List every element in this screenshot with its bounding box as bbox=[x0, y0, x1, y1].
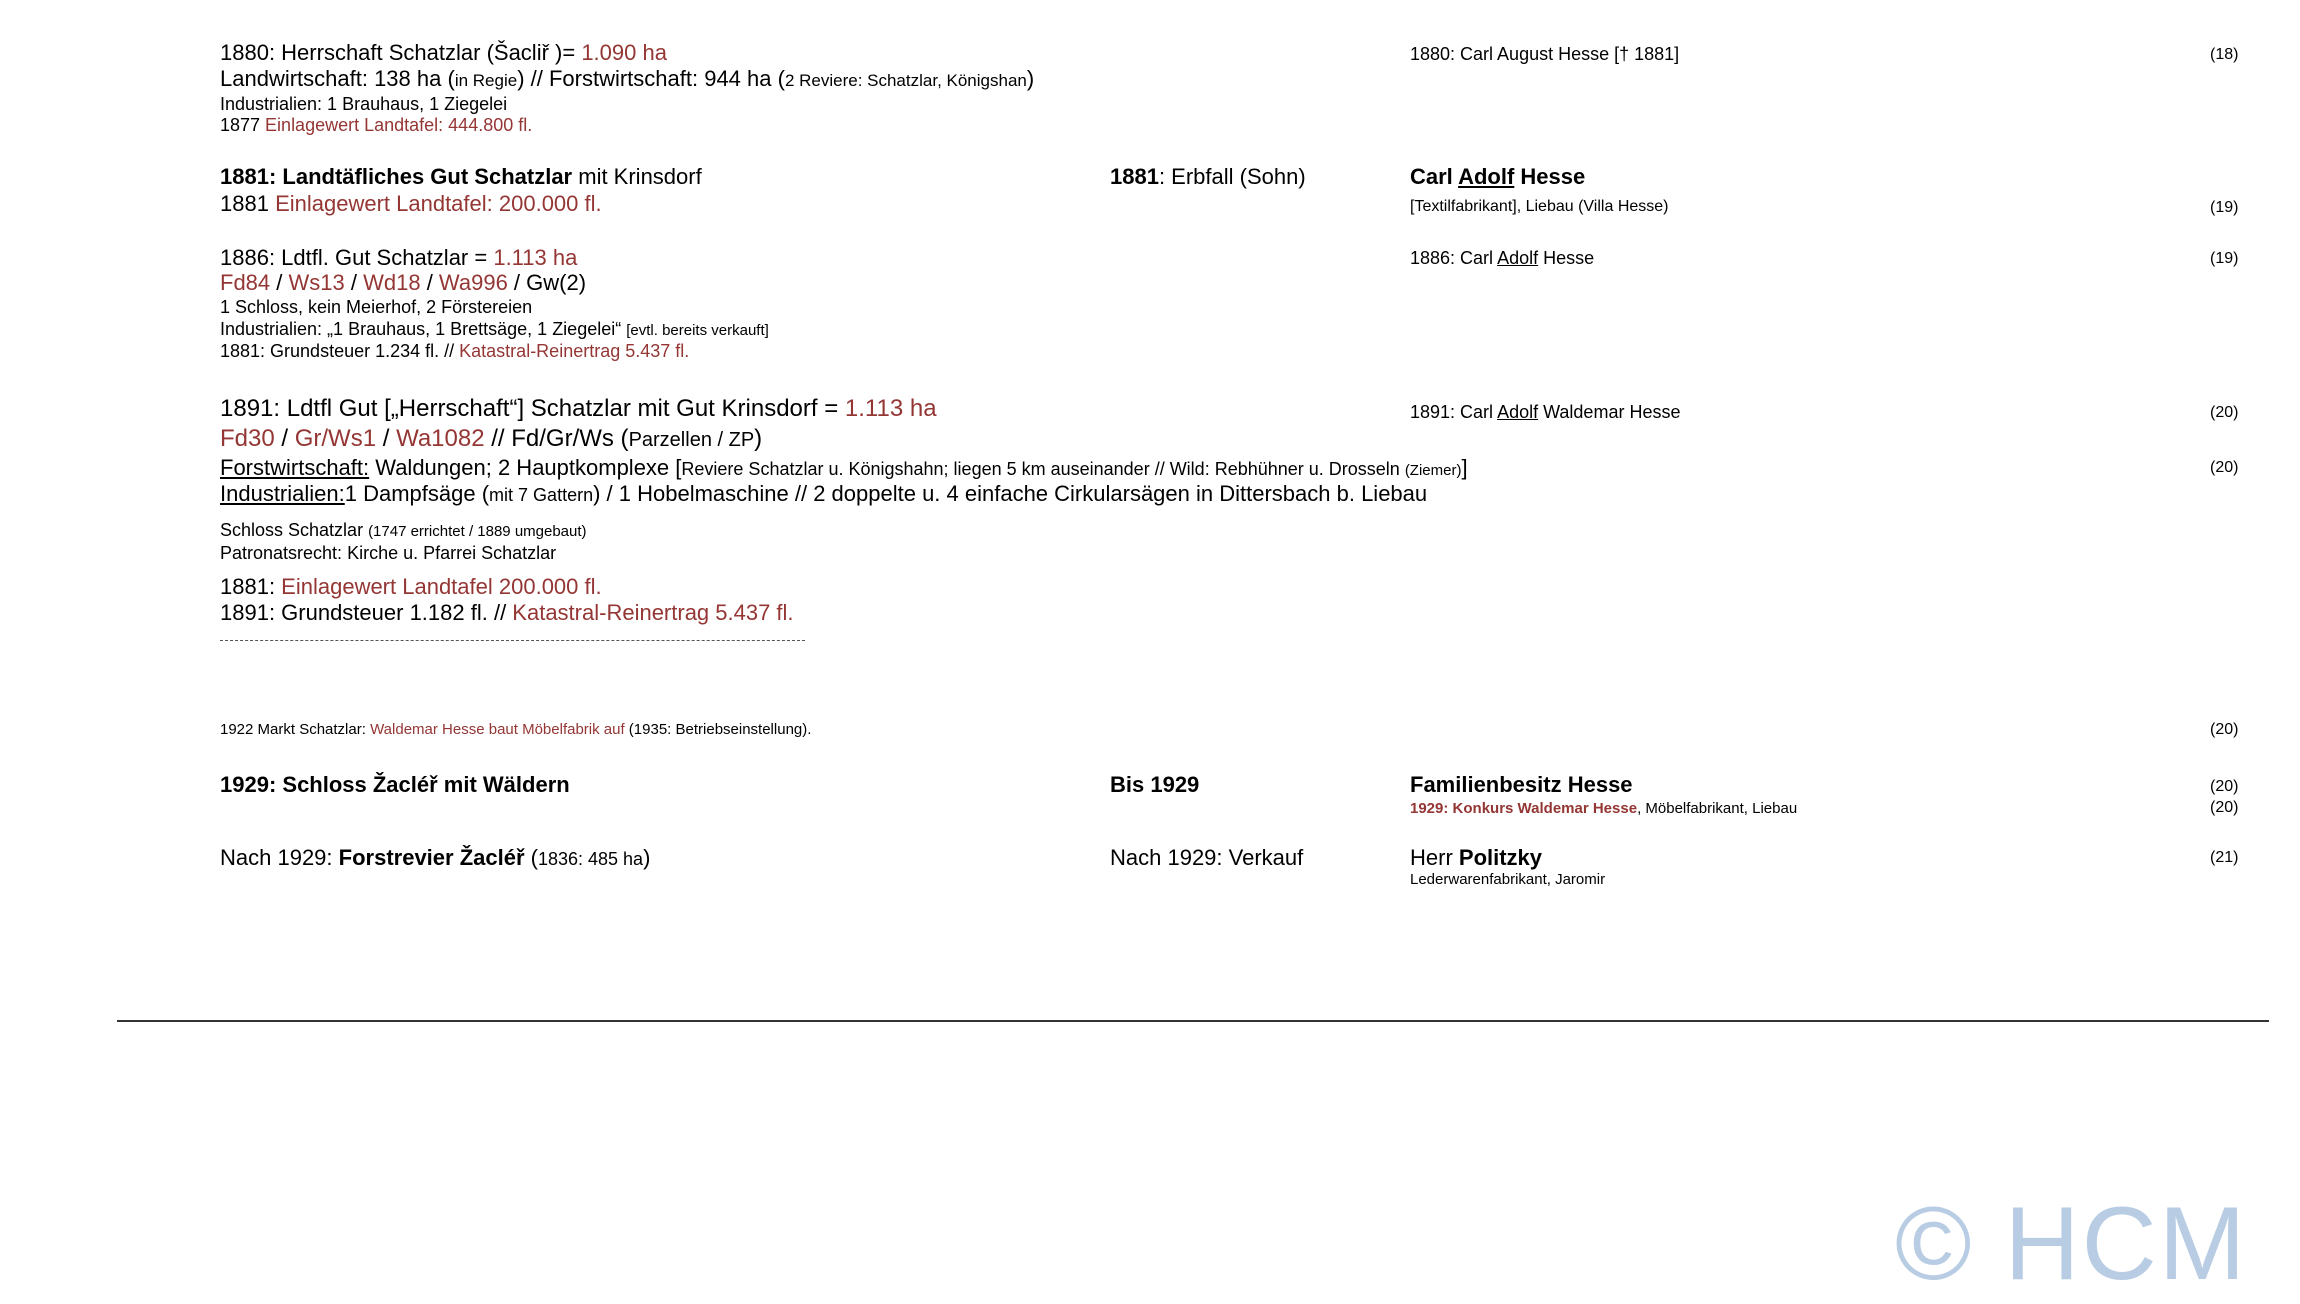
entry-1886-buildings: 1 Schloss, kein Meierhof, 2 Förstereien bbox=[220, 297, 533, 317]
event-after-1929: Nach 1929: Verkauf bbox=[1110, 845, 1304, 870]
reference-19: (19) bbox=[2210, 199, 2239, 216]
entry-1886-codes: Fd84 / Ws13 / Wd18 / Wa996 / Gw(2) bbox=[220, 270, 587, 295]
event-1929: Bis 1929 bbox=[1110, 772, 1200, 797]
entry-after-1929: Nach 1929: Forstrevier Žacléř (1836: 485 ha) bbox=[220, 845, 651, 870]
owner-1891: 1891: Carl Adolf Waldemar Hesse bbox=[1410, 402, 1681, 422]
horizontal-rule bbox=[117, 1020, 2269, 1022]
entry-1881-title: 1881: Landtäfliches Gut Schatzlar mit Krinsdorf bbox=[220, 164, 702, 189]
reference-20-a: (20) bbox=[2210, 404, 2239, 421]
copyright-watermark: © HCM bbox=[1895, 1186, 2248, 1302]
reference-21: (21) bbox=[2210, 849, 2239, 866]
entry-1891-codes: Fd30 / Gr/Ws1 / Wa1082 // Fd/Gr/Ws (Parzellen / ZP) bbox=[220, 425, 763, 452]
entry-1929-title: 1929: Schloss Žacléř mit Wäldern bbox=[220, 772, 570, 797]
entry-1891-value: 1881: Einlagewert Landtafel 200.000 fl. bbox=[220, 574, 602, 599]
owner-1929: Familienbesitz Hesse bbox=[1410, 772, 1633, 797]
reference-19-b: (19) bbox=[2210, 250, 2239, 267]
owner-politzky-note: Lederwarenfabrikant, Jaromir bbox=[1410, 871, 1606, 888]
entry-1880-value: 1877 Einlagewert Landtafel: 444.800 fl. bbox=[220, 115, 533, 135]
entry-1891-industry: Industrialien:1 Dampfsäge (mit 7 Gattern) / 1 Hobelmaschine // 2 doppelte u. 4 einfache Cirkularsägen in Dittersbach b. Liebau bbox=[220, 481, 1428, 506]
entry-1886-title: 1886: Ldtfl. Gut Schatzlar = 1.113 ha bbox=[220, 245, 578, 270]
reference-20-c: (20) bbox=[2210, 721, 2239, 738]
dashed-separator bbox=[220, 640, 805, 641]
entry-1891-castle: Schloss Schatzlar (1747 errichtet / 1889 umgebaut) bbox=[220, 520, 587, 540]
reference-20-d: (20) bbox=[2210, 778, 2239, 795]
entry-1881-value: 1881 Einlagewert Landtafel: 200.000 fl. bbox=[220, 191, 602, 216]
owner-1881-note: [Textilfabrikant], Liebau (Villa Hesse) bbox=[1410, 198, 1669, 215]
event-1881: 1881: Erbfall (Sohn) bbox=[1110, 164, 1306, 189]
owner-1886: 1886: Carl Adolf Hesse bbox=[1410, 248, 1595, 268]
owner-politzky: Herr Politzky bbox=[1410, 845, 1543, 870]
owner-1880: 1880: Carl August Hesse [† 1881] bbox=[1410, 44, 1680, 64]
entry-1891-forestry: Forstwirtschaft: Waldungen; 2 Hauptkomplexe [Reviere Schatzlar u. Königshahn; liegen 5 km auseinander // Wild: Rebhühner u. Drosseln (Ziemer)] bbox=[220, 455, 1468, 480]
entry-1880-title: 1880: Herrschaft Schatzlar (Šacliř )= 1.090 ha bbox=[220, 40, 667, 65]
reference-20-b: (20) bbox=[2210, 459, 2239, 476]
entry-1880-industry: Industrialien: 1 Brauhaus, 1 Ziegelei bbox=[220, 94, 508, 114]
entry-1922: 1922 Markt Schatzlar: Waldemar Hesse baut Möbelfabrik auf (1935: Betriebseinstellung). bbox=[220, 721, 812, 738]
reference-20-e: (20) bbox=[2210, 799, 2239, 816]
entry-1886-tax: 1881: Grundsteuer 1.234 fl. // Katastral-Reinertrag 5.437 fl. bbox=[220, 341, 690, 361]
entry-1891-tax: 1891: Grundsteuer 1.182 fl. // Katastral-Reinertrag 5.437 fl. bbox=[220, 600, 794, 625]
entry-1891-title: 1891: Ldtfl Gut [„Herrschaft“] Schatzlar mit Gut Krinsdorf = 1.113 ha bbox=[220, 395, 937, 422]
owner-1929-note: 1929: Konkurs Waldemar Hesse, Möbelfabrikant, Liebau bbox=[1410, 800, 1798, 817]
owner-1881: Carl Adolf Hesse bbox=[1410, 164, 1586, 189]
reference-18: (18) bbox=[2210, 46, 2239, 63]
entry-1880-land: Landwirtschaft: 138 ha (in Regie) // Forstwirtschaft: 944 ha (2 Reviere: Schatzlar, Königshan) bbox=[220, 66, 1035, 91]
entry-1891-patronage: Patronatsrecht: Kirche u. Pfarrei Schatzlar bbox=[220, 543, 557, 563]
entry-1886-industry: Industrialien: „1 Brauhaus, 1 Brettsäge, 1 Ziegelei“ [evtl. bereits verkauft] bbox=[220, 319, 769, 339]
